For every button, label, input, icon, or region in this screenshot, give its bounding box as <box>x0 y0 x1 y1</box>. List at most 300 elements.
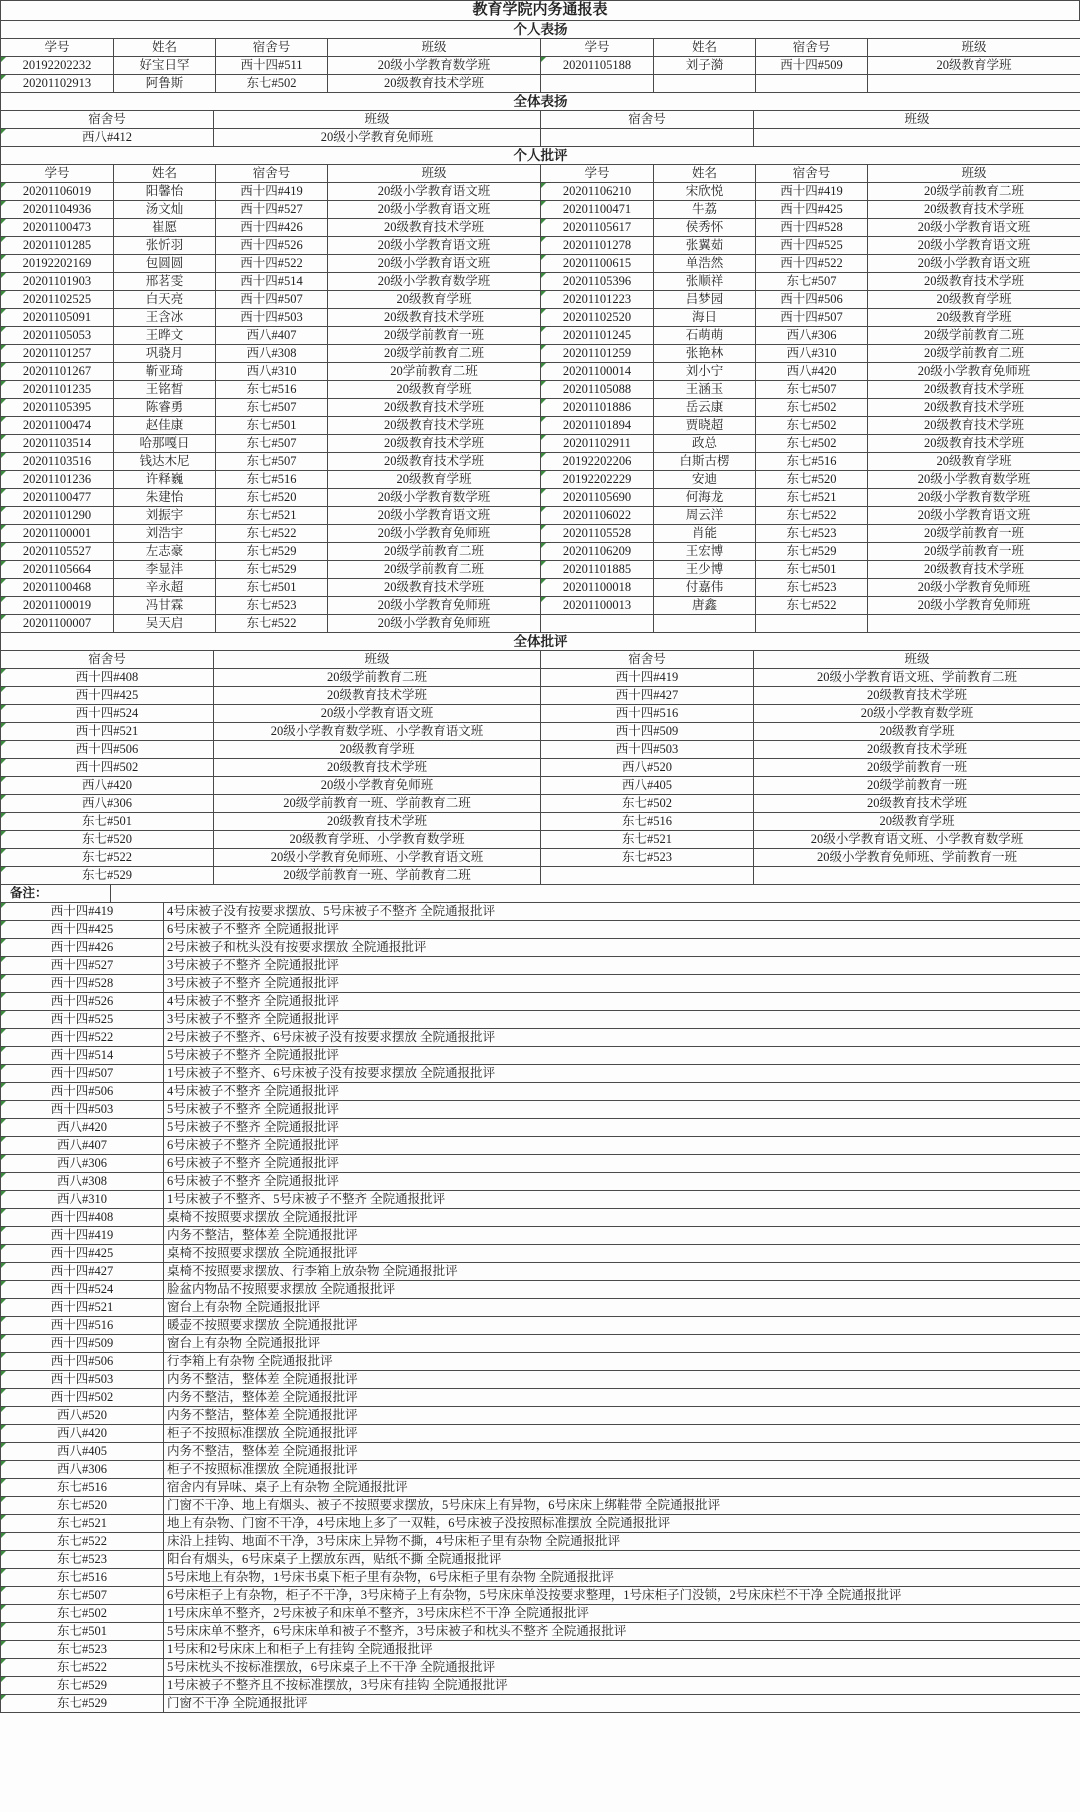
class-cell: 20级教育技术学班 <box>328 399 541 417</box>
personal-criticism-table <box>0 146 1080 633</box>
col-header: 学号 <box>1 39 114 57</box>
dorm-cell: 西八#407 <box>216 327 328 345</box>
name-cell: 崔愿 <box>114 219 216 237</box>
table-row <box>1 561 1080 579</box>
remark-text-cell: 6号床被子不整齐 全院通报批评 <box>164 1155 1080 1173</box>
col-header: 班级 <box>868 39 1080 57</box>
class-cell: 20级小学教育语文班 <box>328 255 541 273</box>
remark-row <box>1 903 1080 921</box>
class-cell: 20级学前教育二班 <box>328 543 541 561</box>
student-id-cell: 20201105617 <box>541 219 654 237</box>
student-id-cell: 20201101903 <box>1 273 114 291</box>
section-header-group-praise: 全体表扬 <box>1 93 1080 111</box>
dorm-cell: 西十四#506 <box>756 291 868 309</box>
col-header: 姓名 <box>654 39 756 57</box>
student-id-cell: 20201101259 <box>541 345 654 363</box>
dorm-cell: 东七#522 <box>756 597 868 615</box>
dorm-cell <box>541 129 754 147</box>
col-header: 宿舍号 <box>1 651 214 669</box>
table-row <box>1 849 1080 867</box>
title-table <box>0 0 1080 21</box>
remark-row <box>1 1209 1080 1227</box>
student-id-cell: 20201101290 <box>1 507 114 525</box>
table-row <box>1 273 1080 291</box>
remark-text-cell: 脸盆内物品不按照要求摆放 全院通报批评 <box>164 1281 1080 1299</box>
dorm-cell: 东七#507 <box>756 273 868 291</box>
remark-row <box>1 1479 1080 1497</box>
remark-text-cell: 窗台上有杂物 全院通报批评 <box>164 1335 1080 1353</box>
dorm-cell: 西十四#503 <box>541 741 754 759</box>
student-id-cell: 20192202206 <box>541 453 654 471</box>
dorm-cell: 西十四#419 <box>1 1227 164 1245</box>
remark-row <box>1 1065 1080 1083</box>
dorm-cell: 东七#521 <box>216 507 328 525</box>
dorm-cell: 西十四#509 <box>541 723 754 741</box>
name-cell: 汤文灿 <box>114 201 216 219</box>
student-id-cell: 20201101236 <box>1 471 114 489</box>
class-cell: 20级教育学班 <box>868 453 1080 471</box>
student-id-cell: 20201102525 <box>1 291 114 309</box>
dorm-cell <box>756 75 868 93</box>
dorm-cell: 西十四#419 <box>1 903 164 921</box>
remark-text-cell: 6号床被子不整齐 全院通报批评 <box>164 1173 1080 1191</box>
class-cell: 20级教育技术学班 <box>328 453 541 471</box>
student-id-cell: 20201100473 <box>1 219 114 237</box>
dorm-cell <box>756 615 868 633</box>
dorm-cell: 西十四#524 <box>1 1281 164 1299</box>
dorm-cell: 东七#522 <box>1 1659 164 1677</box>
class-cell: 20级小学教育语文班 <box>868 237 1080 255</box>
section-header-personal-criticism: 个人批评 <box>1 147 1080 165</box>
remark-text-cell: 地上有杂物、门窗不干净，4号床地上多了一双鞋，6号床被子没按照标准摆放 全院通报批评 <box>164 1515 1080 1533</box>
name-cell <box>654 75 756 93</box>
student-id-cell: 20201105091 <box>1 309 114 327</box>
class-cell: 20级学前教育一班、学前教育二班 <box>214 795 541 813</box>
class-cell: 20级教育学班 <box>328 291 541 309</box>
student-id-cell: 20201100019 <box>1 597 114 615</box>
name-cell: 单浩然 <box>654 255 756 273</box>
class-cell: 20级学前教育二班 <box>868 327 1080 345</box>
class-cell: 20级学前教育二班 <box>868 183 1080 201</box>
student-id-cell: 20201104936 <box>1 201 114 219</box>
remark-row <box>1 1443 1080 1461</box>
remarks-table <box>0 902 1080 1713</box>
name-cell: 王宏博 <box>654 543 756 561</box>
student-id-cell: 20201101257 <box>1 345 114 363</box>
dorm-cell: 西八#420 <box>1 1119 164 1137</box>
dorm-cell: 西十四#528 <box>756 219 868 237</box>
dorm-cell: 东七#502 <box>216 75 328 93</box>
dorm-cell: 西八#308 <box>1 1173 164 1191</box>
dorm-cell: 东七#523 <box>756 579 868 597</box>
class-cell: 20级小学教育免师班 <box>328 525 541 543</box>
student-id-cell: 20201106019 <box>1 183 114 201</box>
col-header: 宿舍号 <box>541 111 754 129</box>
remark-text-cell: 暖壶不按照要求摆放 全院通报批评 <box>164 1317 1080 1335</box>
table-row <box>1 597 1080 615</box>
class-cell: 20级教育学班、小学教育数学班 <box>214 831 541 849</box>
class-cell: 20级教育技术学班 <box>868 273 1080 291</box>
class-cell: 20级教育学班 <box>868 309 1080 327</box>
table-row <box>1 309 1080 327</box>
remark-row <box>1 1623 1080 1641</box>
remark-text-cell: 1号床被子不整齐、6号床被子没有按要求摆放 全院通报批评 <box>164 1065 1080 1083</box>
remark-text-cell: 3号床被子不整齐 全院通报批评 <box>164 975 1080 993</box>
class-cell: 20级学前教育一班 <box>328 327 541 345</box>
student-id-cell <box>541 75 654 93</box>
dorm-cell: 东七#507 <box>216 399 328 417</box>
table-row <box>1 867 1080 885</box>
dorm-cell: 西十四#502 <box>1 759 214 777</box>
remark-row <box>1 957 1080 975</box>
table-row <box>1 381 1080 399</box>
remark-text-cell: 内务不整洁，整体差 全院通报批评 <box>164 1407 1080 1425</box>
remark-row <box>1 939 1080 957</box>
dorm-cell: 西八#420 <box>756 363 868 381</box>
class-cell: 20级教育技术学班 <box>868 417 1080 435</box>
dorm-cell: 西八#407 <box>1 1137 164 1155</box>
student-id-cell: 20201102911 <box>541 435 654 453</box>
name-cell: 朱建怡 <box>114 489 216 507</box>
remark-text-cell: 5号床被子不整齐 全院通报批评 <box>164 1101 1080 1119</box>
col-header: 宿舍号 <box>1 111 214 129</box>
name-cell: 李显沣 <box>114 561 216 579</box>
dorm-cell: 西十四#507 <box>1 1065 164 1083</box>
dorm-cell: 西八#405 <box>1 1443 164 1461</box>
class-cell: 20级学前教育二班 <box>868 345 1080 363</box>
dorm-cell: 西八#520 <box>541 759 754 777</box>
name-cell: 吕梦园 <box>654 291 756 309</box>
remark-row <box>1 1137 1080 1155</box>
dorm-cell: 东七#523 <box>1 1641 164 1659</box>
dorm-cell: 东七#520 <box>1 831 214 849</box>
dorm-cell: 西八#420 <box>1 1425 164 1443</box>
class-cell: 20级学前教育一班 <box>868 525 1080 543</box>
student-id-cell: 20201102520 <box>541 309 654 327</box>
remarks-label: 备注： <box>1 885 111 903</box>
remark-row <box>1 1605 1080 1623</box>
dorm-cell: 东七#523 <box>216 597 328 615</box>
dorm-cell: 西十四#503 <box>1 1371 164 1389</box>
name-cell: 贾晓超 <box>654 417 756 435</box>
class-cell: 20级小学教育免师班 <box>868 579 1080 597</box>
dorm-cell: 东七#502 <box>756 435 868 453</box>
class-cell: 20级小学教育语文班 <box>868 255 1080 273</box>
dorm-cell: 东七#501 <box>1 1623 164 1641</box>
name-cell: 岳云康 <box>654 399 756 417</box>
table-row <box>1 723 1080 741</box>
remark-text-cell: 内务不整洁，整体差 全院通报批评 <box>164 1443 1080 1461</box>
student-id-cell: 20192202169 <box>1 255 114 273</box>
dorm-cell: 西十四#419 <box>216 183 328 201</box>
name-cell: 刘小宁 <box>654 363 756 381</box>
class-cell: 20级小学教育语文班 <box>214 705 541 723</box>
remark-text-cell: 内务不整洁，整体差 全院通报批评 <box>164 1371 1080 1389</box>
class-cell: 20级教育技术学班 <box>868 201 1080 219</box>
student-id-cell: 20201106022 <box>541 507 654 525</box>
name-cell: 哈那嘎日 <box>114 435 216 453</box>
student-id-cell: 20201103514 <box>1 435 114 453</box>
remark-text-cell: 2号床被子不整齐、6号床被子没有按要求摆放 全院通报批评 <box>164 1029 1080 1047</box>
class-cell: 20级教育技术学班 <box>868 561 1080 579</box>
dorm-cell: 西十四#526 <box>216 237 328 255</box>
class-cell: 20级教育学班 <box>868 291 1080 309</box>
col-header: 班级 <box>214 651 541 669</box>
dorm-cell: 西十四#419 <box>756 183 868 201</box>
class-cell: 20级教育技术学班 <box>868 381 1080 399</box>
name-cell: 阿鲁斯 <box>114 75 216 93</box>
remark-row <box>1 1299 1080 1317</box>
class-cell: 20级小学教育语文班、学前教育二班 <box>754 669 1080 687</box>
class-cell: 20级教育技术学班 <box>328 219 541 237</box>
dorm-cell: 东七#516 <box>1 1569 164 1587</box>
class-cell: 20级小学教育数学班 <box>328 273 541 291</box>
dorm-cell: 西十四#521 <box>1 1299 164 1317</box>
name-cell: 赵佳康 <box>114 417 216 435</box>
name-cell: 陈睿勇 <box>114 399 216 417</box>
table-row <box>1 183 1080 201</box>
student-id-cell <box>541 615 654 633</box>
dorm-cell: 东七#529 <box>216 543 328 561</box>
student-id-cell: 20201106210 <box>541 183 654 201</box>
name-cell: 张顺祥 <box>654 273 756 291</box>
name-cell: 王晔文 <box>114 327 216 345</box>
remark-text-cell: 5号床被子不整齐 全院通报批评 <box>164 1119 1080 1137</box>
dorm-cell: 东七#522 <box>216 615 328 633</box>
column-header-row <box>1 165 1080 183</box>
name-cell: 阳馨怡 <box>114 183 216 201</box>
student-id-cell: 20201100468 <box>1 579 114 597</box>
dorm-cell: 东七#522 <box>216 525 328 543</box>
table-row <box>1 345 1080 363</box>
section-header-personal-praise: 个人表扬 <box>1 21 1080 39</box>
dorm-cell: 东七#520 <box>216 489 328 507</box>
name-cell: 辛永超 <box>114 579 216 597</box>
dorm-cell: 西八#412 <box>1 129 214 147</box>
dorm-cell: 西八#310 <box>756 345 868 363</box>
name-cell: 周云洋 <box>654 507 756 525</box>
dorm-cell: 西十四#522 <box>1 1029 164 1047</box>
dorm-cell: 东七#507 <box>1 1587 164 1605</box>
table-row <box>1 435 1080 453</box>
remark-row <box>1 1551 1080 1569</box>
class-cell: 20级小学教育数学班 <box>868 489 1080 507</box>
dorm-cell: 西十四#514 <box>216 273 328 291</box>
dorm-cell: 西十四#528 <box>1 975 164 993</box>
name-cell: 刘振宇 <box>114 507 216 525</box>
remark-text-cell: 4号床被子不整齐 全院通报批评 <box>164 1083 1080 1101</box>
remark-row <box>1 1245 1080 1263</box>
name-cell: 唐鑫 <box>654 597 756 615</box>
remark-row <box>1 993 1080 1011</box>
class-cell: 20级教育学班 <box>328 471 541 489</box>
col-header: 学号 <box>1 165 114 183</box>
student-id-cell: 20201105188 <box>541 57 654 75</box>
dorm-cell: 东七#529 <box>756 543 868 561</box>
dorm-cell: 东七#501 <box>756 561 868 579</box>
dorm-cell: 西八#520 <box>1 1407 164 1425</box>
remark-row <box>1 1677 1080 1695</box>
remark-row <box>1 1407 1080 1425</box>
class-cell: 20级小学教育语文班 <box>328 507 541 525</box>
class-cell: 20级教育技术学班 <box>754 687 1080 705</box>
remark-row <box>1 1659 1080 1677</box>
remark-row <box>1 1533 1080 1551</box>
col-header: 班级 <box>328 39 541 57</box>
name-cell: 王含冰 <box>114 309 216 327</box>
class-cell: 20级教育技术学班 <box>868 435 1080 453</box>
dorm-cell: 东七#502 <box>756 399 868 417</box>
remark-text-cell: 柜子不按照标准摆放 全院通报批评 <box>164 1461 1080 1479</box>
remark-row <box>1 1083 1080 1101</box>
remark-row <box>1 1155 1080 1173</box>
personal-praise-table <box>0 20 1080 93</box>
class-cell: 20级小学教育免师班 <box>868 363 1080 381</box>
dorm-cell: 西十四#511 <box>216 57 328 75</box>
remark-row <box>1 1587 1080 1605</box>
student-id-cell: 20201100474 <box>1 417 114 435</box>
remark-row <box>1 1191 1080 1209</box>
class-cell: 20级学前教育二班 <box>328 561 541 579</box>
name-cell: 刘浩宇 <box>114 525 216 543</box>
table-row <box>1 795 1080 813</box>
remark-text-cell: 4号床被子没有按要求摆放、5号床被子不整齐 全院通报批评 <box>164 903 1080 921</box>
class-cell: 20级教育学班 <box>214 741 541 759</box>
remark-row <box>1 1371 1080 1389</box>
dorm-cell: 西十四#525 <box>1 1011 164 1029</box>
name-cell: 张翼茹 <box>654 237 756 255</box>
name-cell: 邢茗雯 <box>114 273 216 291</box>
remark-text-cell: 6号床被子不整齐 全院通报批评 <box>164 921 1080 939</box>
col-header: 学号 <box>541 165 654 183</box>
student-id-cell: 20201100013 <box>541 597 654 615</box>
dorm-cell: 西十四#522 <box>216 255 328 273</box>
dorm-cell: 西十四#526 <box>1 993 164 1011</box>
student-id-cell: 20201101245 <box>541 327 654 345</box>
remark-text-cell: 门窗不干净 全院通报批评 <box>164 1695 1080 1713</box>
dorm-cell: 东七#507 <box>756 381 868 399</box>
class-cell: 20级教育技术学班 <box>328 309 541 327</box>
remark-text-cell: 内务不整洁，整体差 全院通报批评 <box>164 1389 1080 1407</box>
col-header: 姓名 <box>114 39 216 57</box>
dorm-cell: 西十四#521 <box>1 723 214 741</box>
table-row <box>1 687 1080 705</box>
dorm-cell: 西十四#427 <box>541 687 754 705</box>
col-header: 姓名 <box>114 165 216 183</box>
remark-text-cell: 行李箱上有杂物 全院通报批评 <box>164 1353 1080 1371</box>
student-id-cell: 20201101278 <box>541 237 654 255</box>
page-title: 教育学院内务通报表 <box>1 1 1080 21</box>
table-row <box>1 471 1080 489</box>
remark-row <box>1 1335 1080 1353</box>
class-cell: 20级小学教育免师班 <box>328 615 541 633</box>
student-id-cell: 20192202232 <box>1 57 114 75</box>
remark-text-cell: 1号床被子不整齐且不按标准摆放，3号床有挂钩 全院通报批评 <box>164 1677 1080 1695</box>
dorm-cell: 西十四#506 <box>1 1353 164 1371</box>
remark-text-cell: 5号床地上有杂物，1号床书桌下柜子里有杂物，6号床柜子里有杂物 全院通报批评 <box>164 1569 1080 1587</box>
student-id-cell: 20201105690 <box>541 489 654 507</box>
remark-row <box>1 1641 1080 1659</box>
student-id-cell: 20201105396 <box>541 273 654 291</box>
name-cell: 宋欣悦 <box>654 183 756 201</box>
student-id-cell: 20201103516 <box>1 453 114 471</box>
class-cell: 20级小学教育免师班 <box>214 777 541 795</box>
remark-text-cell: 1号床和2号床床上和柜子上有挂钩 全院通报批评 <box>164 1641 1080 1659</box>
dorm-cell: 东七#516 <box>216 381 328 399</box>
class-cell: 20级教育技术学班 <box>328 417 541 435</box>
name-cell: 海日 <box>654 309 756 327</box>
class-cell: 20级小学教育免师班 <box>868 597 1080 615</box>
student-id-cell: 20201100007 <box>1 615 114 633</box>
dorm-cell: 西十四#408 <box>1 1209 164 1227</box>
student-id-cell: 20201105527 <box>1 543 114 561</box>
remark-text-cell: 桌椅不按照要求摆放、行李箱上放杂物 全院通报批评 <box>164 1263 1080 1281</box>
class-cell: 20级学前教育一班 <box>868 543 1080 561</box>
dorm-cell: 西八#306 <box>1 1155 164 1173</box>
col-header: 姓名 <box>654 165 756 183</box>
table-row <box>1 219 1080 237</box>
dorm-cell: 东七#507 <box>216 453 328 471</box>
student-id-cell: 20201100018 <box>541 579 654 597</box>
col-header: 宿舍号 <box>216 165 328 183</box>
name-cell: 肖能 <box>654 525 756 543</box>
table-row <box>1 489 1080 507</box>
dorm-cell: 东七#529 <box>1 1695 164 1713</box>
dorm-cell: 西十四#509 <box>756 57 868 75</box>
student-id-cell: 20201101267 <box>1 363 114 381</box>
remark-row <box>1 1389 1080 1407</box>
class-cell: 20级教育技术学班 <box>754 741 1080 759</box>
remark-text-cell: 5号床枕头不按标准摆放，6号床桌子上不干净 全院通报批评 <box>164 1659 1080 1677</box>
dorm-cell: 西八#308 <box>216 345 328 363</box>
student-id-cell: 20201101235 <box>1 381 114 399</box>
remark-text-cell: 1号床被子不整齐、5号床被子不整齐 全院通报批评 <box>164 1191 1080 1209</box>
remark-row <box>1 1569 1080 1587</box>
section-header-group-criticism: 全体批评 <box>1 633 1080 651</box>
dorm-cell: 西十四#525 <box>756 237 868 255</box>
dorm-cell: 西十四#503 <box>216 309 328 327</box>
dorm-cell: 西十四#419 <box>541 669 754 687</box>
col-header: 宿舍号 <box>756 165 868 183</box>
student-id-cell: 20201101894 <box>541 417 654 435</box>
table-row <box>1 399 1080 417</box>
table-row <box>1 363 1080 381</box>
table-row <box>1 75 1080 93</box>
table-row <box>1 579 1080 597</box>
dorm-cell: 东七#523 <box>1 1551 164 1569</box>
name-cell: 冯甘霖 <box>114 597 216 615</box>
student-id-cell: 20201105053 <box>1 327 114 345</box>
remark-row <box>1 1461 1080 1479</box>
name-cell: 侯秀怀 <box>654 219 756 237</box>
class-cell: 20级小学教育数学班 <box>868 471 1080 489</box>
remark-text-cell: 3号床被子不整齐 全院通报批评 <box>164 957 1080 975</box>
name-cell: 安迪 <box>654 471 756 489</box>
name-cell: 吴天启 <box>114 615 216 633</box>
student-id-cell: 20201100471 <box>541 201 654 219</box>
student-id-cell: 20201105395 <box>1 399 114 417</box>
name-cell: 何海龙 <box>654 489 756 507</box>
dorm-cell: 西十四#503 <box>1 1101 164 1119</box>
dorm-cell: 西八#306 <box>756 327 868 345</box>
name-cell: 王涵玉 <box>654 381 756 399</box>
remark-row <box>1 1173 1080 1191</box>
table-row <box>1 291 1080 309</box>
dorm-cell: 东七#516 <box>541 813 754 831</box>
table-row <box>1 129 1080 147</box>
dorm-cell: 西十四#502 <box>1 1389 164 1407</box>
dorm-cell: 东七#522 <box>756 507 868 525</box>
